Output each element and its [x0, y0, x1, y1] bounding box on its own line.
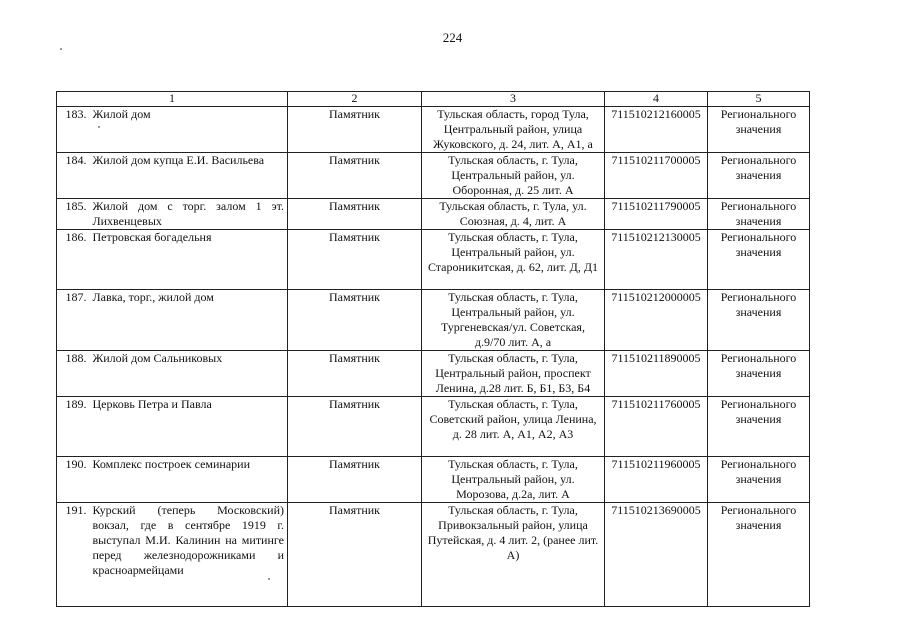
table-row — [57, 397, 810, 457]
object-type: Памятник — [288, 107, 422, 153]
table-row — [57, 199, 810, 230]
scan-speck — [60, 48, 62, 50]
row-number: 183. — [57, 107, 90, 153]
object-category: Регионального значения — [708, 397, 810, 457]
object-address: Тульская область, г. Тула, Центральный район, ул. Тургеневская/ул. Советская, д.9/70 лит. А, а — [422, 290, 605, 351]
column-header-3: 3 — [422, 92, 605, 107]
object-type: Памятник — [288, 199, 422, 230]
object-name: Комплекс построек семинарии — [90, 457, 288, 503]
object-type: Памятник — [288, 351, 422, 397]
column-header-2: 2 — [288, 92, 422, 107]
table-row — [57, 457, 810, 503]
object-category: Регионального значения — [708, 153, 810, 199]
object-type: Памятник — [288, 153, 422, 199]
object-category: Регионального значения — [708, 230, 810, 290]
registry-number: 711510211790005 — [605, 199, 708, 230]
table-row — [57, 290, 810, 351]
row-number: 186. — [57, 230, 90, 290]
registry-number: 711510212000005 — [605, 290, 708, 351]
row-number: 184. — [57, 153, 90, 199]
row-number: 189. — [57, 397, 90, 457]
table-row — [57, 230, 810, 290]
column-header-4: 4 — [605, 92, 708, 107]
object-name: Жилой дом Сальниковых — [90, 351, 288, 397]
table-row — [57, 107, 810, 153]
object-type: Памятник — [288, 397, 422, 457]
object-address: Тульская область, г. Тула, Центральный район, проспект Ленина, д.28 лит. Б, Б1, Б3, Б4 — [422, 351, 605, 397]
table-header-row — [57, 92, 810, 107]
object-address: Тульская область, г. Тула, Центральный район, ул. Морозова, д.2а, лит. А — [422, 457, 605, 503]
object-address: Тульская область, город Тула, Центральный район, улица Жуковского, д. 24, лит. А, А1, а — [422, 107, 605, 153]
object-category: Регионального значения — [708, 351, 810, 397]
object-address: Тульская область, г. Тула, Центральный район, ул. Оборонная, д. 25 лит. А — [422, 153, 605, 199]
object-category: Регионального значения — [708, 457, 810, 503]
object-address: Тульская область, г. Тула, Привокзальный район, улица Путейская, д. 4 лит. 2, (ранее лит. А) — [422, 503, 605, 607]
registry-number: 711510211700005 — [605, 153, 708, 199]
registry-number: 711510211890005 — [605, 351, 708, 397]
table-row — [57, 153, 810, 199]
object-category: Регионального значения — [708, 199, 810, 230]
registry-number: 711510211760005 — [605, 397, 708, 457]
object-category: Регионального значения — [708, 107, 810, 153]
object-name: Петровская богадельня — [90, 230, 288, 290]
column-header-5: 5 — [708, 92, 810, 107]
table-row — [57, 503, 810, 607]
object-name: Курский (теперь Московский) вокзал, где в сентябре 1919 г. выступал М.И. Калинин на митинге перед железнодорожниками и красноармейцами — [90, 503, 288, 607]
heritage-registry-table — [56, 91, 810, 607]
column-header-1: 1 — [57, 92, 288, 107]
object-type: Памятник — [288, 503, 422, 607]
object-type: Памятник — [288, 290, 422, 351]
table-row — [57, 351, 810, 397]
registry-number: 711510212130005 — [605, 230, 708, 290]
registry-number: 711510213690005 — [605, 503, 708, 607]
row-number: 187. — [57, 290, 90, 351]
row-number: 190. — [57, 457, 90, 503]
object-name: Жилой дом купца Е.И. Васильева — [90, 153, 288, 199]
object-type: Памятник — [288, 457, 422, 503]
object-category: Регионального значения — [708, 290, 810, 351]
object-type: Памятник — [288, 230, 422, 290]
registry-number: 711510211960005 — [605, 457, 708, 503]
object-name: Церковь Петра и Павла — [90, 397, 288, 457]
object-address: Тульская область, г. Тула, Центральный район, ул. Староникитская, д. 62, лит. Д, Д1 — [422, 230, 605, 290]
row-number: 188. — [57, 351, 90, 397]
registry-number: 711510212160005 — [605, 107, 708, 153]
row-number: 185. — [57, 199, 90, 230]
row-number: 191. — [57, 503, 90, 607]
object-category: Регионального значения — [708, 503, 810, 607]
page-number: 224 — [442, 30, 463, 45]
object-address: Тульская область, г. Тула, ул. Союзная, д. 4, лит. А — [422, 199, 605, 230]
object-name: Жилой дом — [90, 107, 288, 153]
object-address: Тульская область, г. Тула, Советский район, улица Ленина, д. 28 лит. А, А1, А2, А3 — [422, 397, 605, 457]
object-name: Лавка, торг., жилой дом — [90, 290, 288, 351]
object-name: Жилой дом с торг. залом 1 эт. Лихвенцевых — [90, 199, 288, 230]
